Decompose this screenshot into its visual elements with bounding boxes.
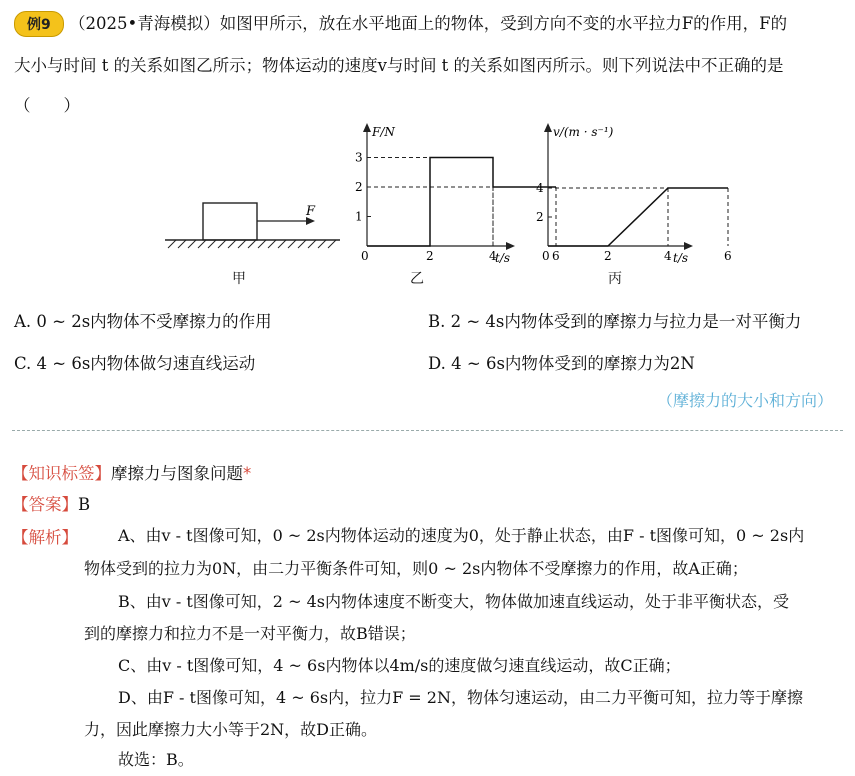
topic-tag[interactable]: （摩擦力的大小和方向） (656, 391, 833, 410)
x-tick-label-2: 2 (604, 249, 612, 263)
bing-xlabel: t/s (673, 251, 689, 265)
object-block (203, 203, 257, 240)
yi-x-arrow (506, 242, 515, 250)
knowledge-label: 【知识标签】 (12, 464, 111, 483)
analysis-line-5: C、由v - t图像可知，4 ~ 6s内物体以4m/s的速度做匀速直线运动，故C正确； (118, 656, 681, 675)
x-tick-label-4: 4 (489, 249, 497, 263)
answer-value: B (78, 495, 91, 514)
y-tick-label-2: 2 (536, 210, 544, 224)
yi-ylabel: F/N (372, 125, 395, 139)
x-tick-label-6: 6 (724, 249, 732, 263)
analysis-line-4: 到的摩擦力和拉力不是一对平衡力，故B错误； (84, 624, 416, 643)
caption-yi: 乙 (410, 271, 424, 287)
example-badge: 例9 (14, 11, 64, 37)
yi-xlabel: t/s (495, 251, 511, 265)
option-b[interactable]: B. 2 ~ 4s内物体受到的摩擦力与拉力是一对平衡力 (428, 312, 802, 331)
x-tick-label-0: 0 (361, 249, 369, 263)
caption-jia: 甲 (232, 271, 246, 287)
y-tick-label-4: 4 (536, 181, 544, 195)
dashed-separator (12, 430, 843, 431)
x-tick-label-6: 6 (552, 249, 560, 263)
bing-x-arrow (684, 242, 693, 250)
chart-bing (528, 120, 732, 270)
knowledge-row (12, 460, 251, 484)
caption-bing: 丙 (608, 271, 622, 287)
series-line (548, 188, 728, 246)
y-tick-label-2: 2 (355, 180, 363, 194)
y-tick-label-3: 3 (355, 150, 363, 165)
option-c[interactable]: C. 4 ~ 6s内物体做匀速直线运动 (14, 354, 256, 373)
answer-label: 【答案】 (12, 495, 78, 514)
bing-y-arrow (544, 123, 552, 132)
star-mark: * (243, 464, 252, 483)
analysis-line-2: 物体受到的拉力为0N，由二力平衡条件可知，则0 ~ 2s内物体不受摩擦力的作用，故A正确； (84, 559, 748, 578)
analysis-label: 【解析】 (12, 528, 78, 547)
y-tick-label-1: 1 (355, 209, 363, 224)
x-tick-label-0: 0 (542, 249, 550, 263)
analysis-line-1: A、由v - t图像可知，0 ~ 2s内物体运动的速度为0，处于静止状态，由F - t图像可知，0 ~ 2s内 (118, 526, 805, 545)
question-text-1: （2025•青海模拟）如图甲所示，放在水平地面上的物体，受到方向不变的水平拉力F的作用，F的 (69, 14, 788, 33)
bing-ylabel: v/(m · s⁻¹) (553, 125, 614, 139)
yi-y-arrow (363, 123, 371, 132)
analysis-line-7: 力，因此摩擦力大小等于2N，故D正确。 (84, 720, 378, 739)
figure-jia (160, 195, 345, 255)
chart-yi (345, 120, 560, 270)
ground-hatch (168, 240, 336, 248)
option-a[interactable]: A. 0 ~ 2s内物体不受摩擦力的作用 (14, 312, 272, 331)
force-label: F (306, 204, 316, 219)
question-line-1 (14, 10, 841, 37)
question-text-2: 大小与时间 t 的关系如图乙所示；物体运动的速度v与时间 t 的关系如图丙所示。则下列说法中不正确的是 (14, 56, 784, 75)
analysis-line-8: 故选：B。 (118, 750, 194, 769)
x-tick-label-2: 2 (426, 249, 434, 263)
answer-row (12, 491, 90, 515)
knowledge-value: 摩擦力与图象问题 (111, 464, 243, 483)
analysis-line-6: D、由F - t图像可知，4 ~ 6s内，拉力F = 2N，物体匀速运动，由二力平衡可知，拉力等于摩擦 (118, 688, 803, 707)
analysis-line-3: B、由v - t图像可知，2 ~ 4s内物体速度不断变大，物体做加速直线运动，处于非平衡状态，受 (118, 592, 789, 611)
question-paren: （ ） (14, 96, 80, 115)
x-tick-label-4: 4 (664, 249, 672, 263)
option-d[interactable]: D. 4 ~ 6s内物体受到的摩擦力为2N (428, 354, 695, 373)
analysis-label-row (12, 524, 78, 548)
